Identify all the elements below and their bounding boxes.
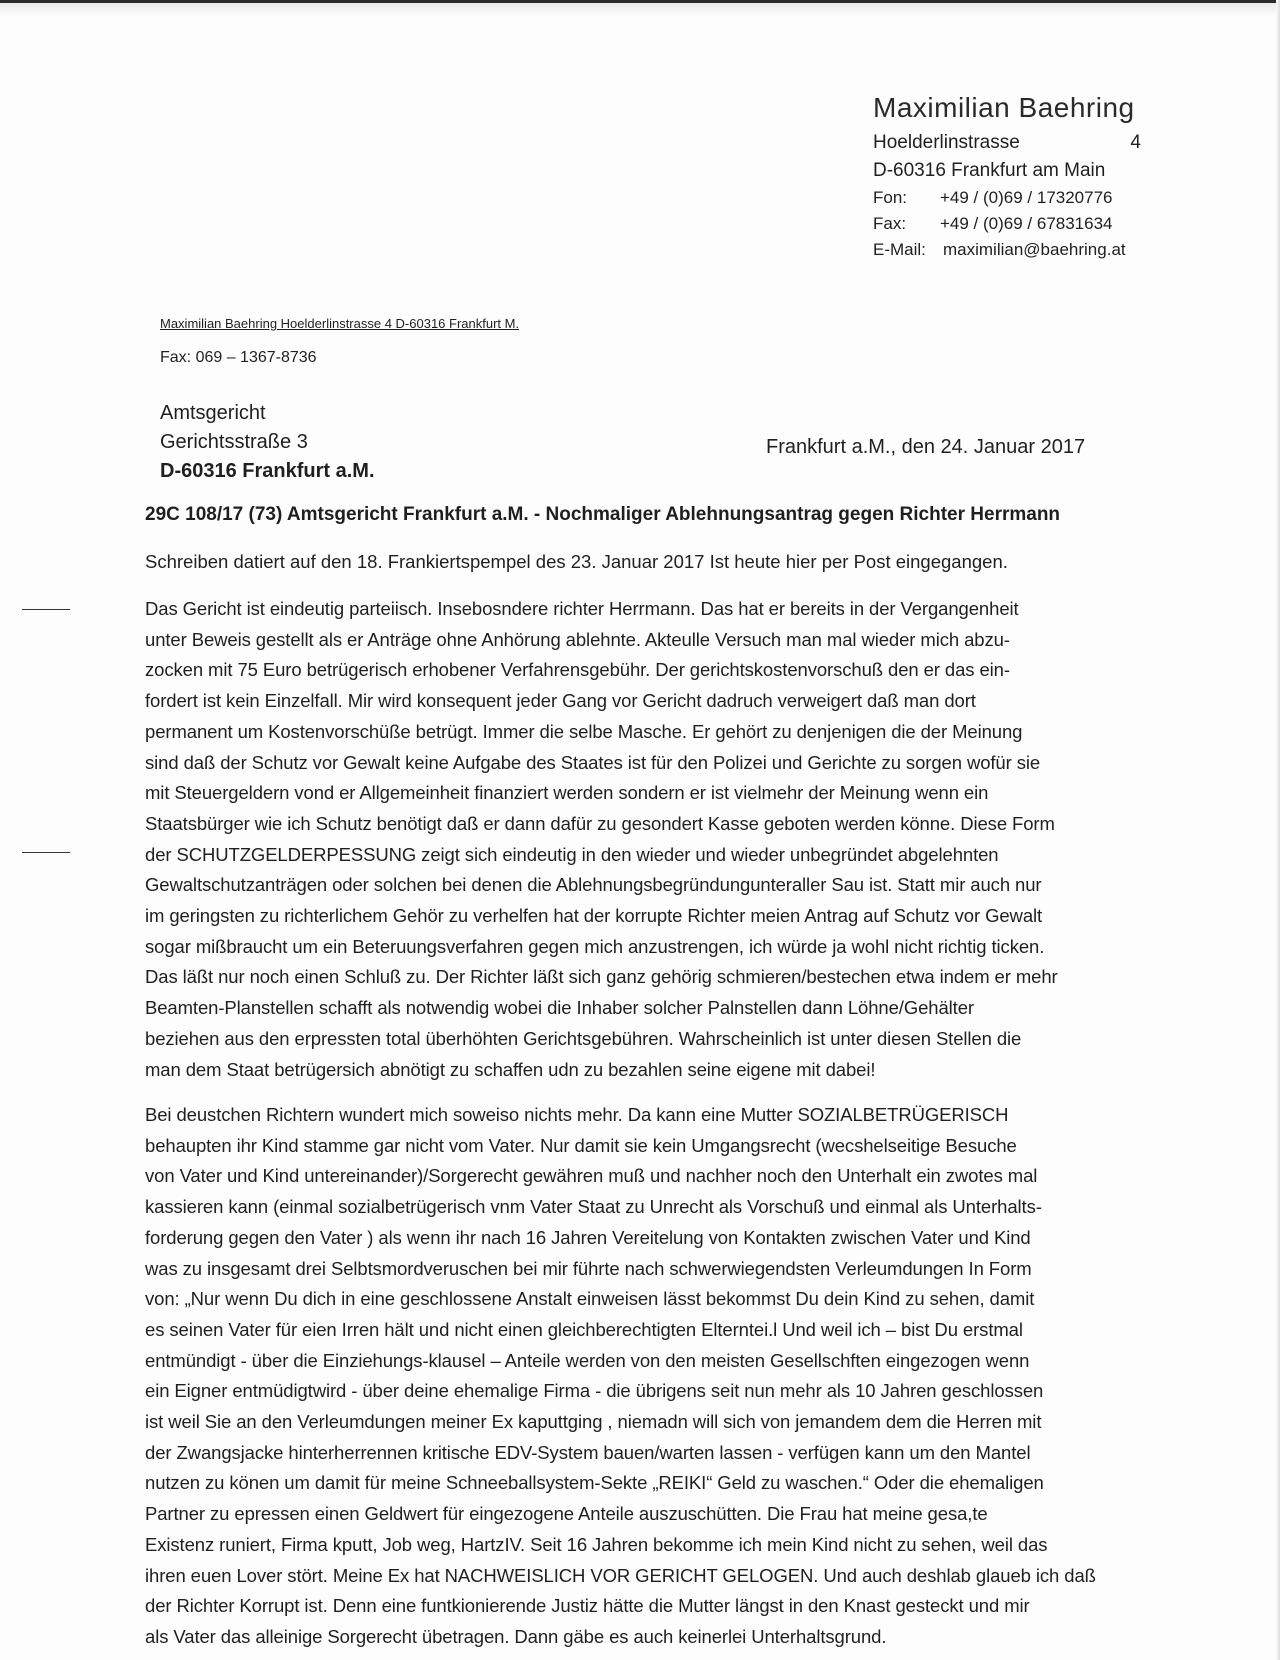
sender-fax-label: Fax:	[873, 214, 907, 233]
paragraph-line: der SCHUTZGELDERPESSUNG zeigt sich eindeutig in den wieder und wieder unbegründet abgelehnten	[145, 843, 999, 865]
paragraph-line: Staatsbürger wie ich Schutz benötigt daß er dann dafür zu gesondert Kasse geboten werden könne. Diese Form	[145, 812, 1055, 834]
subject-line: 29C 108/17 (73) Amtsgericht Frankfurt a.M. - Nochmaliger Ablehnungsantrag gegen Richter Herrmann	[145, 504, 1061, 525]
paragraph-line: zocken mit 75 Euro betrügerisch erhobener Verfahrensgebühr. Der gerichtskostenvorschuß den er das ein-	[145, 659, 1010, 681]
paragraph-line: nutzen zu könen um damit für meine Schneeballsystem-Sekte „REIKI“ Geld zu waschen.“ Oder die ehemaligen	[145, 1472, 1044, 1494]
paragraph-line: fordert ist kein Einzelfall. Mir wird konsequent jeder Gang vor Gericht dadruch verweigert daß man dort	[145, 690, 976, 712]
sender-email: maximilian@baehring.at	[943, 240, 1126, 259]
recipient-line-2: Gerichtsstraße 3	[160, 431, 308, 453]
paragraph-line: Das Gericht ist eindeutig parteiisch. Insebosndere richter Herrmann. Das hat er bereits in der Vergangenheit	[145, 598, 1019, 619]
paragraph-line: ist weil Sie an den Verleumdungen meiner Ex kaputtging , niemadn will sich von jemandem dem die Herren mit	[145, 1411, 1042, 1433]
paragraph-line: der Zwangsjacke hinterherrennen kritische EDV-System bauen/warten lassen - verfügen kann um den Mantel	[145, 1441, 1031, 1463]
paragraph-line: entmündigt - über die Einziehungs-klausel – Anteile werden von den meisten Gesellschften eingezogen wenn	[145, 1349, 1030, 1371]
paragraph-line: mit Steuergeldern vond er Allgemeinheit finanziert werden sondern er ist vielmehr der Meinung wenn ein	[145, 782, 989, 804]
recipient-address	[160, 399, 375, 486]
paragraph-line: sind daß der Schutz vor Gewalt keine Aufgabe des Staates ist für den Polizei und Gerichte zu sorgen wofür sie	[145, 751, 1041, 773]
paragraph-line: permanent um Kostenvorschüße betrügt. Immer die selbe Masche. Er gehört zu denjenigen die der Meinung	[145, 720, 1023, 742]
paragraph-line: im geringsten zu richterlichem Gehör zu verhelfen hat der korrupte Richter meien Antrag auf Schutz vor Gewalt	[145, 905, 1043, 927]
sender-email-label: E-Mail:	[873, 240, 926, 259]
recipient-line-1: Amtsgericht	[160, 402, 266, 424]
paragraph-line: beziehen aus den erpressten total überhöhten Gerichtsgebühren. Wahrscheinlich ist unter diesen Stellen die	[145, 1027, 1022, 1049]
paragraph-line: Partner zu epressen einen Geldwert für eingezogene Anteile auszuschütten. Die Frau hat meine gesa,te	[145, 1503, 988, 1525]
sender-house-number: 4	[1130, 132, 1141, 153]
letterhead	[873, 92, 1163, 266]
paragraph-line: was zu insgesamt drei Selbtsmordveruschen bei mir führte nach schwerwiegendsten Verleumdungen In Form	[145, 1257, 1032, 1279]
sender-street: Hoelderlinstrasse	[873, 132, 1020, 153]
body-paragraph-1	[145, 594, 1155, 1085]
paragraph-line: man dem Staat betrügersich abnötigt zu schaffen udn zu bezahlen seine eigene mit dabei!	[145, 1058, 876, 1080]
sender-fax-row	[873, 214, 1163, 234]
fold-mark-middle	[22, 852, 70, 853]
paragraph-line: kassieren kann (einmal sozialbetrügerisch vnm Vater Staat zu Unrecht als Vorschuß und einmal als Unterhalts-	[145, 1196, 1042, 1218]
paragraph-line: es seinen Vater für eien Irren hält und nicht einen gleichberechtigten Elterntei.l Und weil ich – bist Du erstmal	[145, 1318, 1023, 1340]
recipient-line-3: D-60316 Frankfurt a.M.	[160, 460, 375, 482]
body-paragraph-2	[145, 1100, 1155, 1653]
paragraph-line: Gewaltschutzanträgen oder solchen bei denen die Ablehnungsbegründungunteraller Sau ist. Statt mir auch nur	[145, 874, 1042, 896]
paragraph-line: Existenz runiert, Firma kputt, Job weg, HartzIV. Seit 16 Jahren bekomme ich mein Kind nicht zu sehen, weil das	[145, 1533, 1048, 1555]
paragraph-line: ein Eigner entmüdigtwird - über deine ehemalige Firma - die übrigens seit nun mehr als 10 Jahren geschlossen	[145, 1380, 1044, 1402]
paragraph-line: forderung gegen den Vater ) als wenn ihr nach 16 Jahren Vereitelung von Kontakten zwischen Vater und Kind	[145, 1226, 1031, 1248]
sender-street-line	[873, 132, 1141, 154]
paragraph-line: Beamten-Planstellen schafft als notwendig wobei die Inhaber solcher Palnstellen dann Löhne/Gehälter	[145, 997, 974, 1019]
intro-sentence: Schreiben datiert auf den 18. Frankiertspempel des 23. Januar 2017 Ist heute hier per Post eingegangen.	[145, 551, 1008, 572]
paragraph-line: Das läßt nur noch einen Schluß zu. Der Richter läßt sich ganz gehörig schmieren/bestechen etwa indem er mehr	[145, 966, 1058, 988]
sender-email-row	[873, 240, 1163, 260]
paragraph-line: als Vater das alleinige Sorgerecht übetragen. Dann gäbe es auch keinerlei Unterhaltsgrund.	[145, 1625, 887, 1647]
paragraph-line: sogar mißbraucht um ein Beteruungsverfahren gegen mich anzustrengen, ich würde ja wohl nicht richtig ticken.	[145, 935, 1045, 957]
paragraph-line: von: „Nur wenn Du dich in eine geschlossene Anstalt einweisen lässt bekommst Du dein Kind zu sehen, damit	[145, 1288, 1035, 1310]
date-line: Frankfurt a.M., den 24. Januar 2017	[766, 436, 1086, 458]
paragraph-line: ihren euen Lover stört. Meine Ex hat NACHWEISLICH VOR GERICHT GELOGEN. Und auch deshlab glaueb ich daß	[145, 1564, 1096, 1586]
scan-right-edge	[1276, 0, 1280, 1660]
paragraph-line: unter Beweis gestellt als er Anträge ohne Anhörung ablehnte. Akteulle Versuch man mal wieder mich abzu-	[145, 628, 1010, 650]
recipient-fax: Fax: 069 – 1367-8736	[160, 349, 317, 366]
scan-top-shade	[0, 3, 1280, 17]
return-address-line: Maximilian Baehring Hoelderlinstrasse 4 D-60316 Frankfurt M.	[160, 316, 520, 331]
paragraph-line: von Vater und Kind untereinander)/Sorgerecht gewähren muß und nachher noch den Unterhalt ein zwotes mal	[145, 1165, 1038, 1187]
sender-phone-row	[873, 188, 1163, 208]
paragraph-line: der Richter Korrupt ist. Denn eine funtkionierende Justiz hätte die Mutter längst in den Knast gesteckt und mir	[145, 1595, 1030, 1617]
sender-fax: +49 / (0)69 / 67831634	[940, 214, 1113, 233]
sender-name: Maximilian Baehring	[873, 92, 1135, 123]
fold-mark-top	[22, 609, 70, 610]
sender-phone-label: Fon:	[873, 188, 908, 207]
sender-city: D-60316 Frankfurt am Main	[873, 160, 1106, 181]
paragraph-line: behaupten ihr Kind stamme gar nicht vom Vater. Nur damit sie kein Umgangsrecht (wecshelseitige Besuche	[145, 1134, 1017, 1156]
sender-phone: +49 / (0)69 / 17320776	[940, 188, 1113, 207]
paragraph-line: Bei deustchen Richtern wundert mich soweiso nichts mehr. Da kann eine Mutter SOZIALBETRÜGERISCH	[145, 1104, 1009, 1125]
